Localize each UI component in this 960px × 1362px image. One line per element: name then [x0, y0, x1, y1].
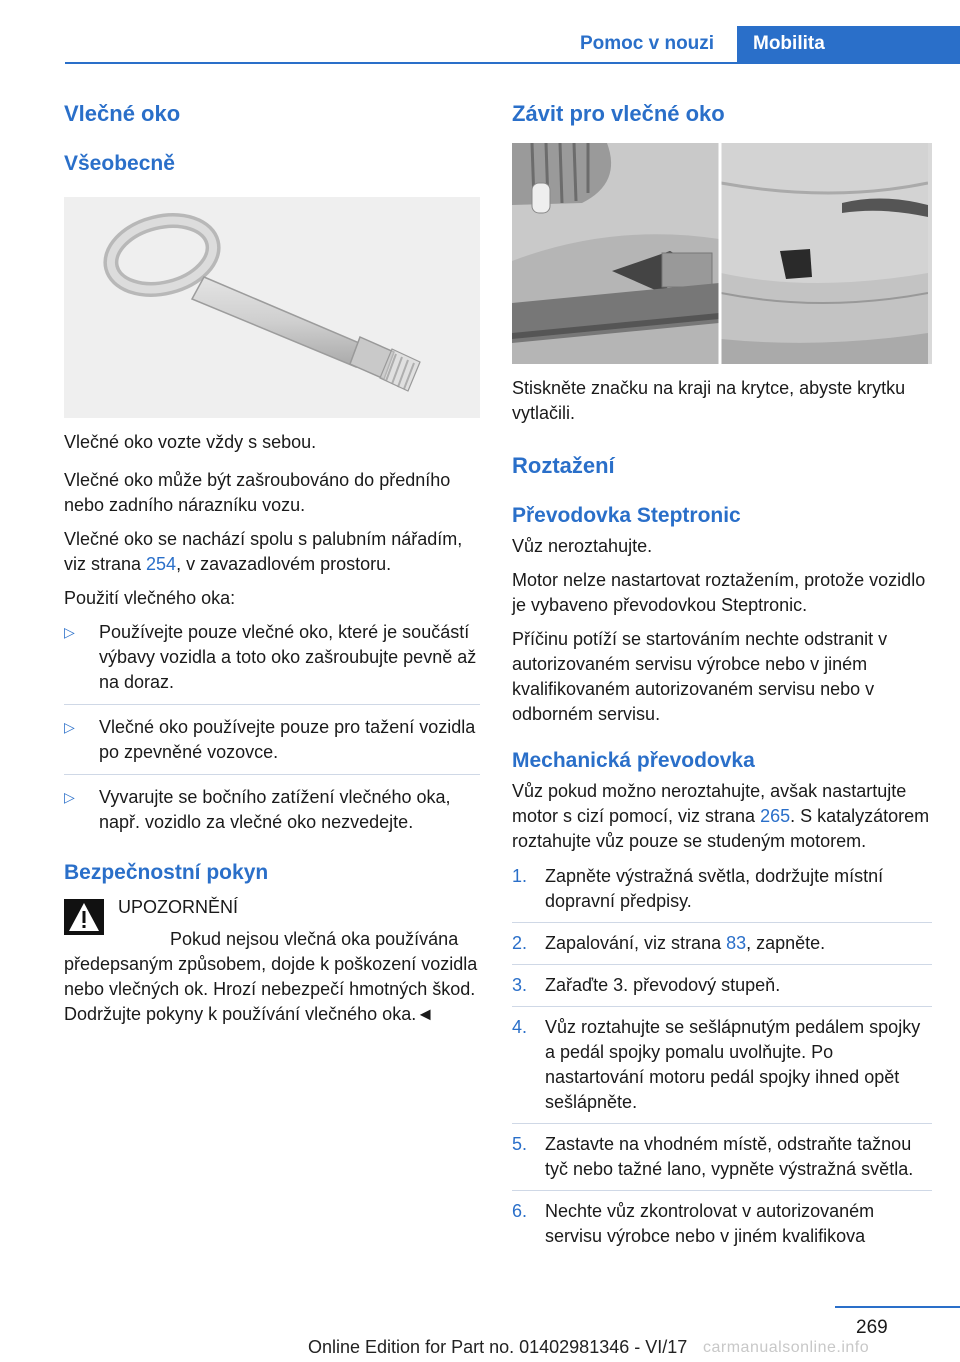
divider	[64, 774, 480, 775]
page-link[interactable]: 254	[146, 554, 177, 574]
header-chapter-tab: Mobilita	[737, 26, 960, 62]
bumper-photo	[512, 143, 932, 364]
warning-title: UPOZORNĚNÍ	[118, 897, 239, 917]
header-section-label: Pomoc v nouzi	[580, 33, 715, 54]
list-item: ▷ Vlečné oko používejte pouze pro tažení vozidla po zpevněné vozovce.	[64, 717, 476, 762]
paragraph: Použití vlečného oka:	[64, 588, 236, 608]
heading-steptronic: Převodovka Steptronic	[512, 504, 741, 527]
warning-block	[64, 895, 480, 1027]
list-item: 6. Nechte vůz zkontrolovat v autorizovaném servisu výrobce nebo v jiném kvalifikova	[512, 1201, 875, 1246]
warning-icon	[64, 899, 104, 935]
divider	[64, 704, 480, 705]
paragraph: Vůz pokud možno neroztahujte, avšak nastartujte motor s cizí pomocí, viz strana 265. S katalyzátorem roztahujte vůz pouze se studeným motorem.	[512, 781, 930, 851]
heading-manual: Mechanická převodovka	[512, 749, 755, 772]
paragraph: Stiskněte značku na kraji na krytce, abyste krytku vytlačili.	[512, 378, 906, 423]
triangle-bullet-icon: ▷	[64, 624, 75, 640]
divider	[512, 922, 932, 923]
watermark: carmanualsonline.info	[703, 1339, 870, 1356]
list-item: 2. Zapalování, viz strana 83, zapněte.	[512, 933, 826, 953]
page-link[interactable]: 265	[760, 806, 791, 826]
right-column	[512, 100, 932, 1249]
paragraph: Vlečné oko se nachází spolu s palubním nářadím, viz strana 254, v zavazadlovém prostoru.	[64, 529, 463, 574]
page-number: 269	[856, 1317, 888, 1338]
bumper-cover-icon	[512, 143, 928, 364]
heading-push-start: Roztažení	[512, 453, 615, 478]
list-item: ▷ Používejte pouze vlečné oko, které je součástí výbavy vozidla a toto oko zašroubujte pevně až na doraz.	[64, 622, 477, 692]
paragraph: Příčinu potíží se startováním nechte odstranit v autorizovaném servisu výrobce nebo v jiném kvalifikovaném autorizovaném servisu nebo v odborném servisu.	[512, 629, 888, 724]
paragraph: Motor nelze nastartovat roztažením, protože vozidlo je vybaveno převodovkou Steptronic.	[512, 570, 926, 615]
heading-tow-eye: Vlečné oko	[64, 101, 181, 126]
left-column	[64, 100, 480, 1027]
list-item: 3. Zařaďte 3. převodový stupeň.	[512, 975, 781, 995]
page-link[interactable]: 83	[726, 933, 747, 953]
tow-eye-icon	[64, 197, 480, 418]
edition-note: Online Edition for Part no. 01402981346 - VI/17	[308, 1337, 688, 1357]
warning-text: Pokud nejsou vlečná oka používána předepsaným způsobem, dojde k poškození vozidla nebo vlečných ok. Hrozí nebezpečí hmotných škod. Dodržujte pokyny k používání vlečného oka.◄	[64, 929, 478, 1024]
header-rule	[65, 62, 960, 64]
heading-thread: Závit pro vlečné oko	[512, 101, 725, 126]
divider	[512, 964, 932, 965]
paragraph: Vlečné oko vozte vždy s sebou.	[64, 432, 317, 452]
numbered-list	[512, 864, 932, 1249]
divider	[512, 1123, 932, 1124]
heading-safety: Bezpečnostní pokyn	[64, 861, 269, 884]
triangle-bullet-icon: ▷	[64, 719, 75, 735]
list-item: 1. Zapněte výstražná světla, dodržujte místní dopravní předpisy.	[512, 866, 884, 911]
footer-rule	[835, 1306, 960, 1308]
tow-eye-illustration	[64, 197, 480, 418]
list-item: 5. Zastavte na vhodném místě, odstraňte tažnou tyč nebo tažné lano, vypněte výstražná světla.	[512, 1134, 914, 1179]
paragraph: Vůz neroztahujte.	[512, 536, 653, 556]
paragraph: Vlečné oko může být zašroubováno do předního nebo zadního nárazníku vozu.	[64, 470, 451, 515]
list-item: ▷ Vyvarujte se bočního zatížení vlečného oka, např. vozidlo za vlečné oko nezvedejte.	[64, 787, 451, 832]
bullet-list	[64, 620, 480, 835]
divider	[512, 1006, 932, 1007]
divider	[512, 1190, 932, 1191]
list-item: 4. Vůz roztahujte se sešlápnutým pedálem spojky a pedál spojky pomalu uvolňujte. Po nastartování motoru pedál spojky ihned opět sešlápněte.	[512, 1017, 921, 1112]
triangle-bullet-icon: ▷	[64, 789, 75, 805]
heading-general: Všeobecně	[64, 152, 175, 175]
